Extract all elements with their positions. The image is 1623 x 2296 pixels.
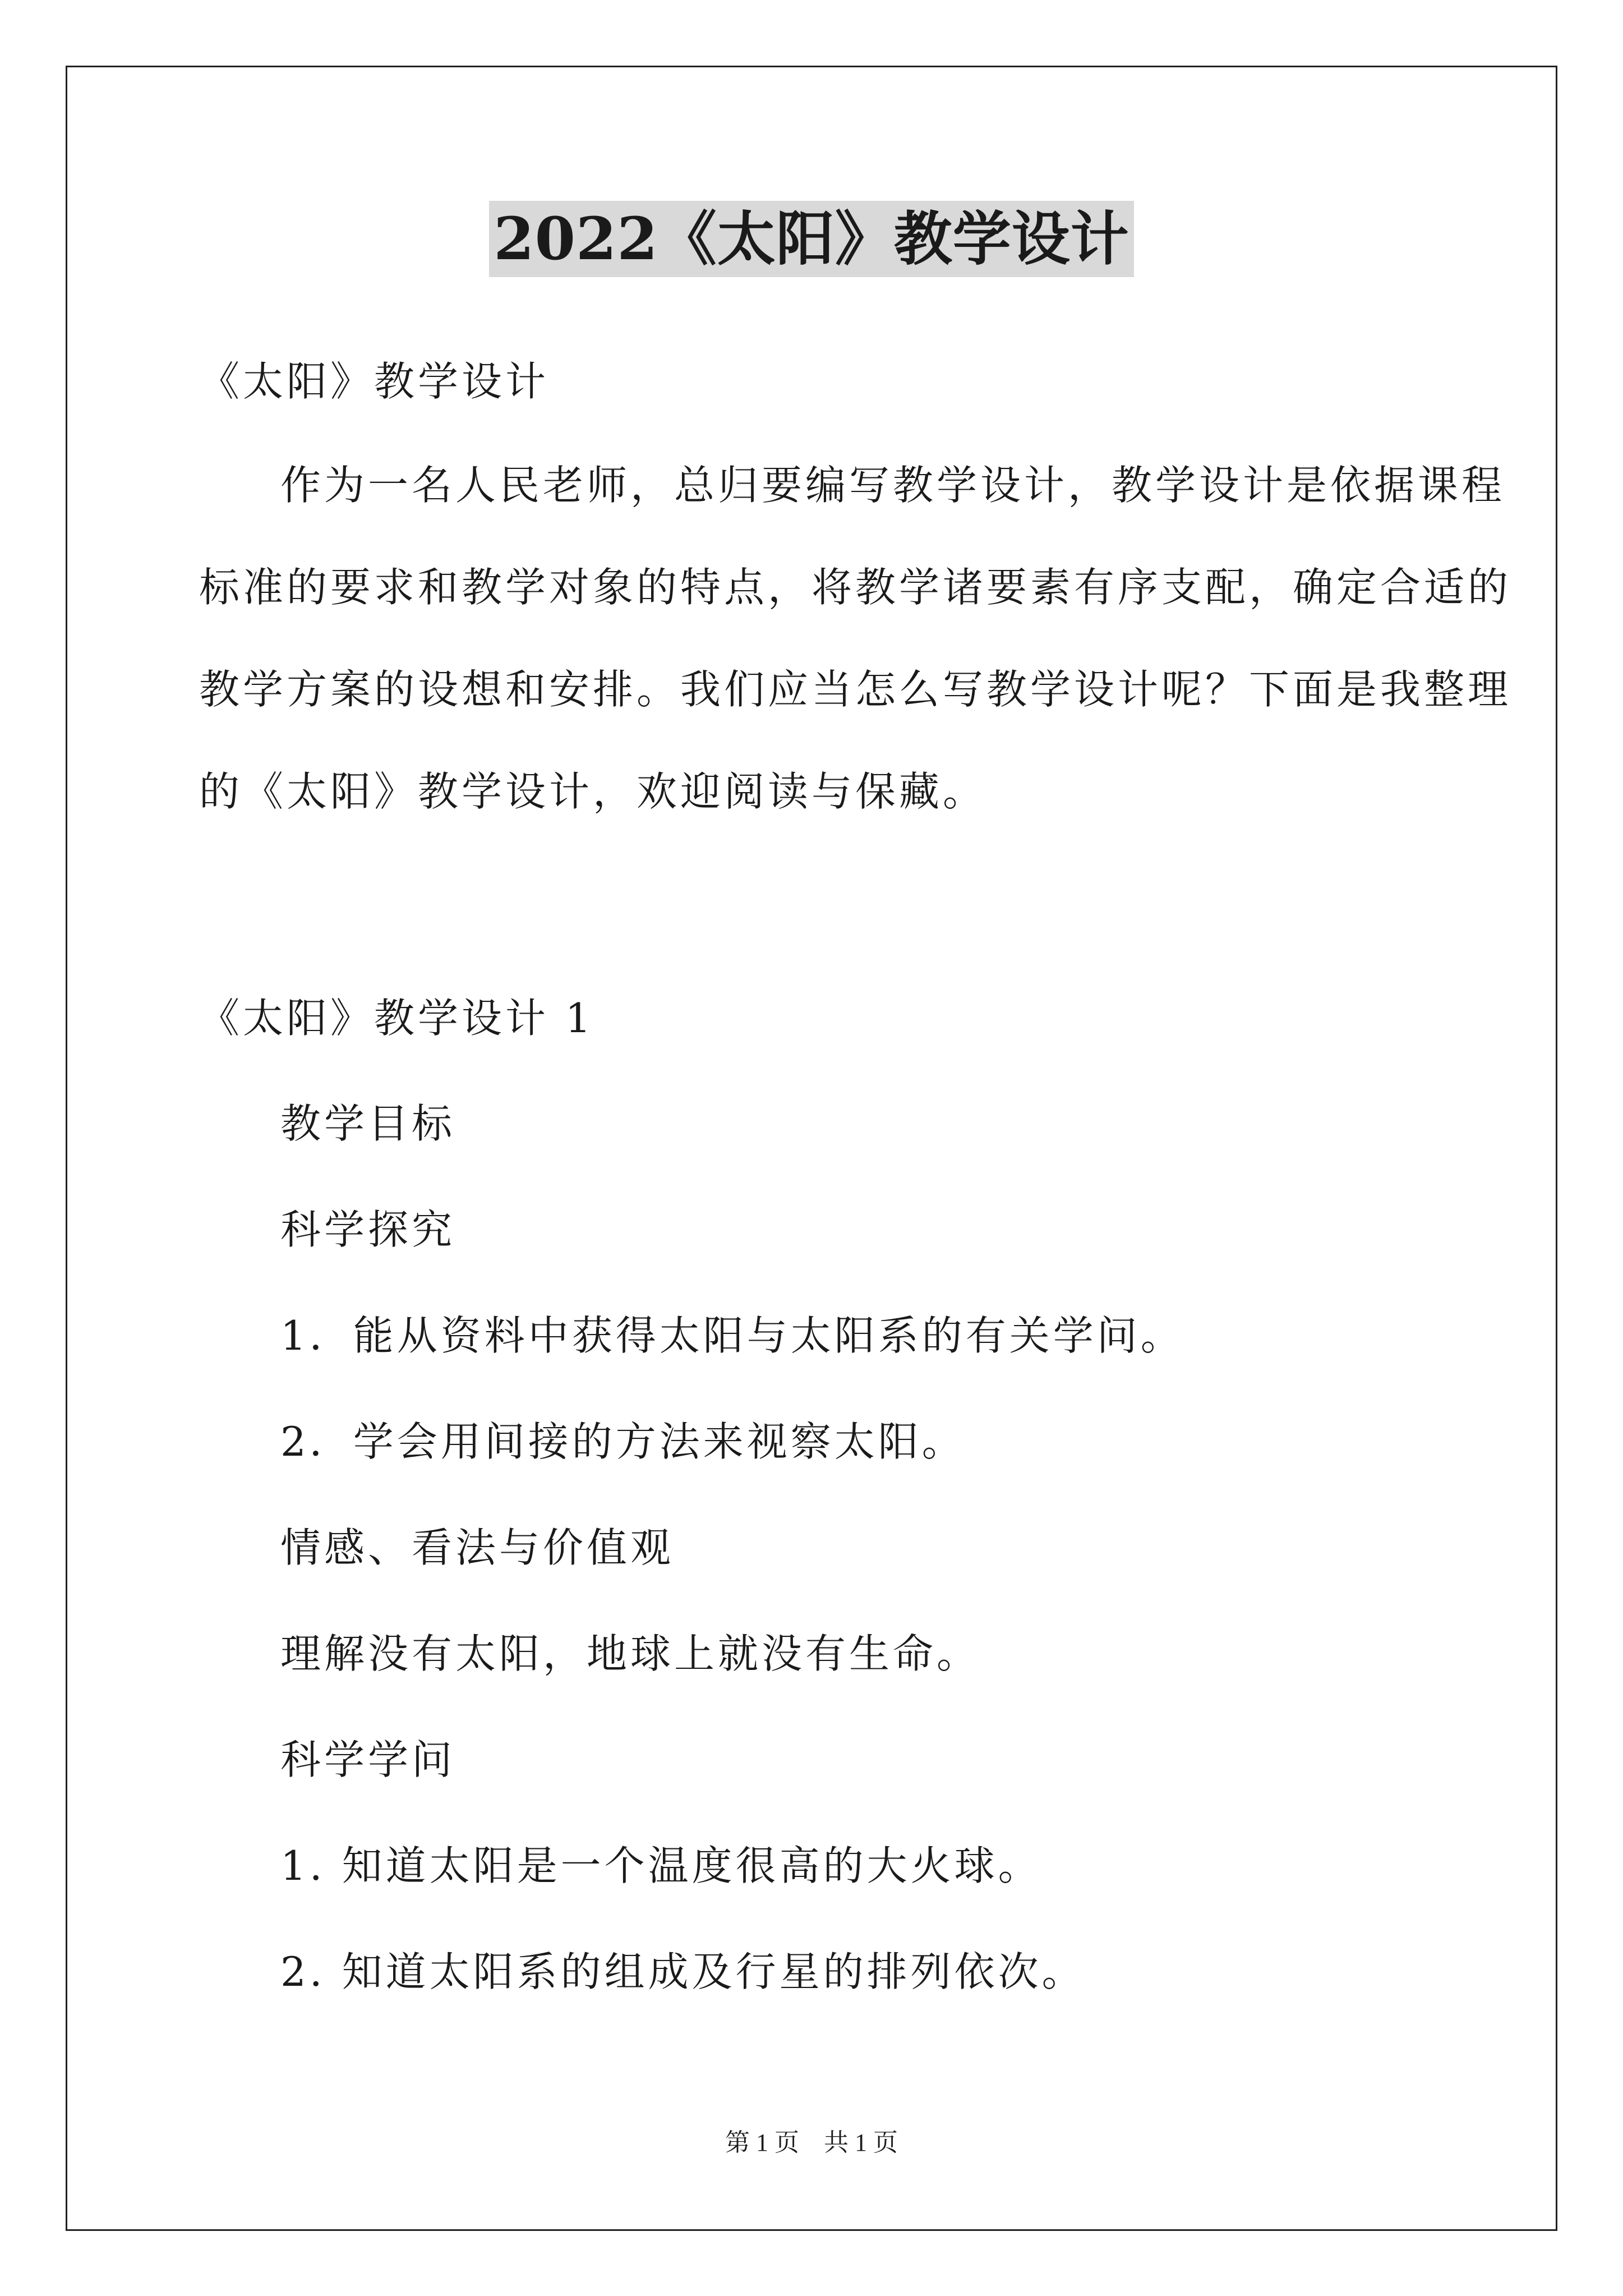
list-item: 情感、看法与价值观	[280, 1524, 675, 1571]
section-heading: 《太阳》教学设计 1	[199, 995, 594, 1042]
list-item: 2. 知道太阳系的组成及行星的排列依次。	[280, 1948, 1086, 1995]
intro-line: 作为一名人民老师，总归要编写教学设计，教学设计是依据课程	[280, 462, 1506, 509]
page-footer: 第 1 页 共 1 页	[725, 2129, 898, 2156]
list-item: 1．能从资料中获得太阳与太阳系的有关学问。	[280, 1312, 1184, 1359]
list-item: 科学学问	[280, 1736, 456, 1783]
list-item: 科学探究	[280, 1206, 456, 1253]
list-item: 1. 知道太阳是一个温度很高的大火球。	[280, 1842, 1042, 1889]
document-title: 2022《太阳》教学设计	[489, 201, 1133, 277]
intro-line: 的《太阳》教学设计，欢迎阅读与保藏。	[199, 768, 987, 815]
intro-paragraph	[199, 460, 1512, 868]
document-subtitle: 《太阳》教学设计	[199, 358, 550, 405]
list-item: 2．学会用间接的方法来视察太阳。	[280, 1418, 966, 1465]
intro-line: 标准的要求和教学对象的特点，将教学诸要素有序支配，确定合适的	[199, 564, 1512, 611]
list-item: 理解没有太阳，地球上就没有生命。	[280, 1630, 981, 1677]
title-container	[0, 201, 1623, 277]
intro-line: 教学方案的设想和安排。我们应当怎么写教学设计呢？下面是我整理	[199, 666, 1512, 713]
list-item: 教学目标	[280, 1100, 456, 1147]
